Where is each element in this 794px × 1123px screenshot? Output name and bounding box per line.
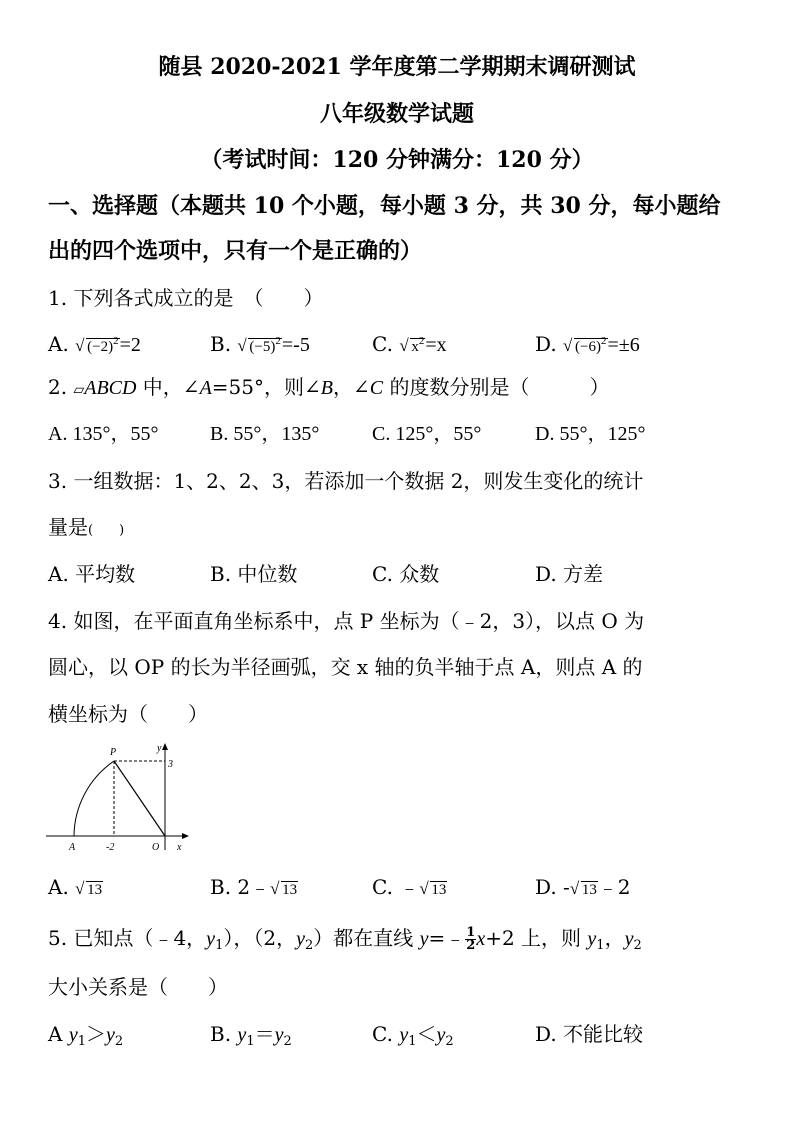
exam-info: （考试时间：120 分钟满分：120 分） <box>200 147 594 173</box>
q5-option-a: A $y_1>y_2$ <box>48 1022 124 1049</box>
page-subtitle: 八年级数学试题 <box>319 101 474 127</box>
parallelogram-symbol: ▱ <box>73 382 85 398</box>
q3-option-c: C. 众数 <box>372 562 440 586</box>
label-3: 3 <box>168 759 173 770</box>
q1-option-d: D. √ $(-6)^2=\pm 6$ <box>535 334 640 356</box>
q5-option-d: D. 不能比较 <box>535 1022 644 1046</box>
fraction-one-half: $\frac{1}{2}$ <box>466 925 476 953</box>
sqrt-sign: √ $(-2)^2$ <box>75 338 119 356</box>
sqrt-sign: √ 13 <box>419 881 447 899</box>
q3-option-a: A. 平均数 <box>48 562 136 586</box>
segment-op <box>114 761 165 836</box>
q1-stem: 1. 下列各式成立的是 （ ） <box>48 286 324 310</box>
label-a: A <box>69 842 76 853</box>
q2-option-b: B. 55°，135° <box>210 423 320 445</box>
x-axis-arrow <box>182 833 189 839</box>
label-x: x <box>177 842 182 853</box>
q4-option-a: A. √ 13 <box>48 877 103 899</box>
q4-option-b: B. 2﹣√ 13 <box>210 877 298 899</box>
q1-option-c: C. √ $x^2=x$ <box>372 334 447 356</box>
arc-ap <box>74 761 114 836</box>
sqrt-sign: √ 13 <box>270 881 298 899</box>
label-o: O <box>152 842 160 853</box>
q4-option-d: D. -√ 13﹣2 <box>535 877 631 899</box>
q4-option-c: C. ﹣√ 13 <box>372 877 447 899</box>
page-title: 随县 2020-2021 学年度第二学期期末调研测试 <box>158 54 636 80</box>
label-y: y <box>157 743 162 754</box>
q2-option-c: C. 125°，55° <box>372 423 482 445</box>
y-axis-arrow <box>162 743 168 750</box>
q3-option-b: B. 中位数 <box>210 562 298 586</box>
q4-line3: 横坐标为（ ） <box>48 702 208 726</box>
q5-line2: 大小关系是（ ） <box>48 975 228 999</box>
q2-option-a: A. 135°，55° <box>48 423 159 445</box>
sqrt-sign: √ $(-5)^2$ <box>237 338 281 356</box>
q5-option-c: C. $y_1<y_2$ <box>372 1022 454 1049</box>
section-heading-line2: 出的四个选项中，只有一个是正确的） <box>48 238 423 264</box>
label-p: P <box>110 747 117 758</box>
label-neg2: -2 <box>106 842 115 853</box>
q3-line2: 量是( ) <box>48 515 125 539</box>
sqrt-sign: √ $(-6)^2$ <box>563 338 607 356</box>
q5-option-b: B. $y_1=y_2$ <box>210 1022 292 1049</box>
sqrt-sign: √ 13 <box>75 881 103 899</box>
q4-line1: 4. 如图，在平面直角坐标系中，点 P 坐标为（﹣2，3），以点 O 为 <box>48 609 645 633</box>
sqrt-sign: √ 13 <box>570 881 598 899</box>
q2-stem: 2. ▱ABCD 中，∠A=55°，则∠B，∠C 的度数分别是（ ） <box>48 375 610 399</box>
section-heading-line1: 一、选择题（本题共 10 个小题，每小题 3 分，共 30 分，每小题给 <box>48 193 721 219</box>
q2-option-d: D. 55°，125° <box>535 423 646 445</box>
q3-option-d: D. 方差 <box>535 562 604 586</box>
q4-line2: 圆心，以 OP 的长为半径画弧，交 x 轴的负半轴于点 A，则点 A 的 <box>48 655 643 679</box>
sqrt-sign: √ $x^2$ <box>399 338 425 356</box>
q5-line1: 5. 已知点（﹣4，$y_1$），（2，$y_2$）都在直线 y=﹣ $\frac{1}{2}$ x+2 上，则 $y_1$，$y_2$ <box>48 925 642 953</box>
q1-option-b: B. √ $(-5)^2=-5$ <box>210 334 310 356</box>
q3-line1: 3. 一组数据：1、2、2、3，若添加一个数据 2，则发生变化的统计 <box>48 469 644 493</box>
q4-coordinate-figure <box>44 740 194 858</box>
q1-option-a: A. √ $(-2)^2=2$ <box>48 334 141 356</box>
